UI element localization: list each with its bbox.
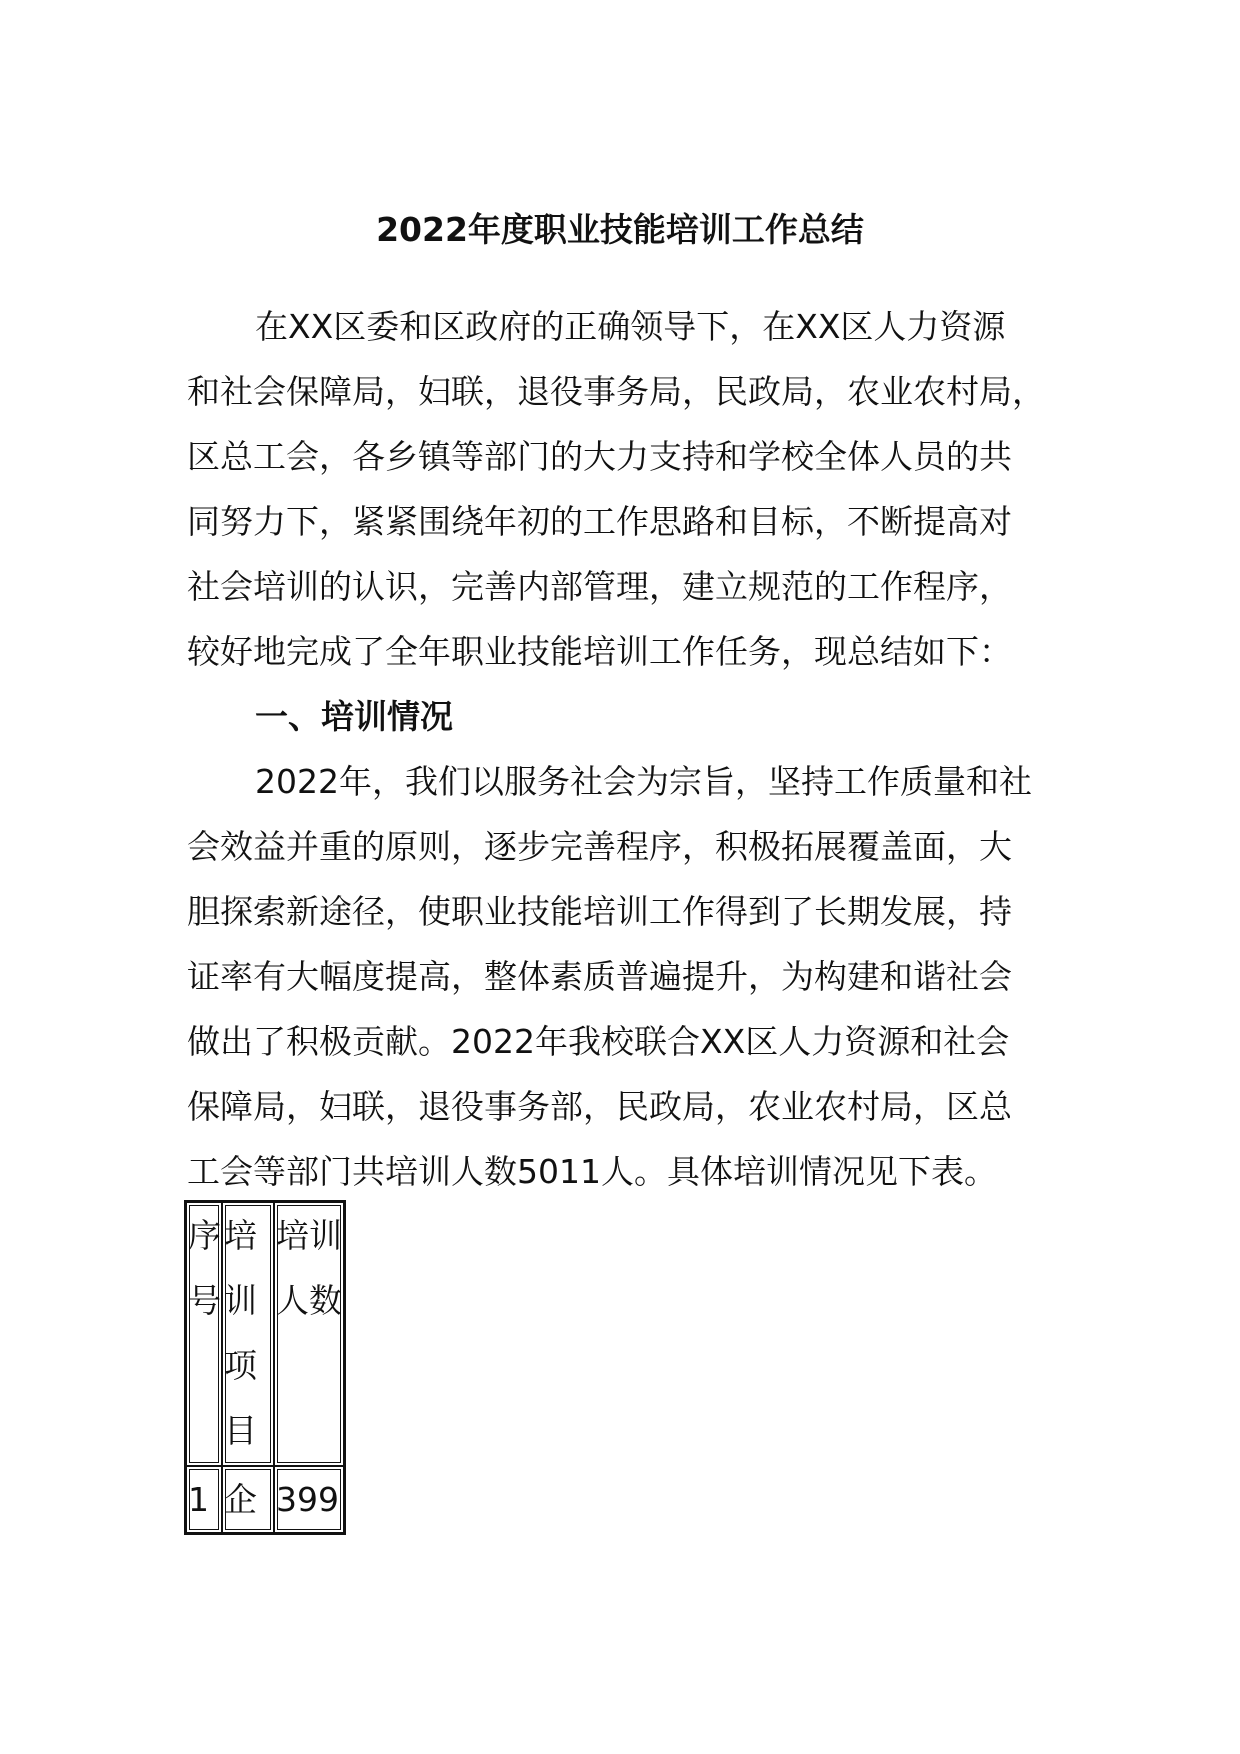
table-header-cell [186, 1202, 222, 1466]
intro-line: 社会培训的认识，完善内部管理，建立规范的工作程序， [187, 567, 1012, 606]
table-cell [222, 1466, 274, 1533]
section-line: 胆探索新途径，使职业技能培训工作得到了长期发展，持 [187, 892, 1012, 931]
intro-line: 同努力下，紧紧围绕年初的工作思路和目标，不断提高对 [187, 502, 1012, 541]
section-line: 保障局，妇联，退役事务部，民政局，农业农村局，区总 [187, 1087, 1012, 1126]
section-line: 2022年，我们以服务社会为宗旨，坚持工作质量和社 [255, 762, 1032, 801]
header-serial: 序号 [188, 1216, 221, 1320]
header-count: 培训人数 [276, 1216, 342, 1320]
table-cell [274, 1466, 344, 1533]
section-paragraph [187, 749, 1057, 1204]
table-header-row [186, 1202, 344, 1466]
document-title: 2022年度职业技能培训工作总结 [376, 210, 864, 249]
table-header-cell [274, 1202, 344, 1466]
training-table [184, 1200, 346, 1535]
table-header-cell [222, 1202, 274, 1466]
cell-serial: 1 [188, 1480, 209, 1519]
section-heading: 一、培训情况 [255, 697, 453, 736]
section-line: 会效益并重的原则，逐步完善程序，积极拓展覆盖面，大 [187, 827, 1012, 866]
cell-project: 企 [224, 1480, 257, 1519]
intro-paragraph [187, 294, 1057, 684]
header-project: 培训项目 [224, 1216, 257, 1450]
cell-count: 399 [276, 1480, 339, 1519]
intro-line: 在XX区委和区政府的正确领导下，在XX区人力资源 [255, 307, 1006, 346]
intro-line: 较好地完成了全年职业技能培训工作任务，现总结如下： [187, 632, 1012, 671]
section-line: 证率有大幅度提高，整体素质普遍提升，为构建和谐社会 [187, 957, 1012, 996]
section-line: 做出了积极贡献。2022年我校联合XX区人力资源和社会 [187, 1022, 1010, 1061]
table-row [186, 1466, 344, 1533]
section-line: 工会等部门共培训人数5011人。具体培训情况见下表。 [187, 1152, 997, 1191]
intro-line: 和社会保障局，妇联，退役事务局，民政局，农业农村局， [187, 372, 1045, 411]
intro-line: 区总工会，各乡镇等部门的大力支持和学校全体人员的共 [187, 437, 1012, 476]
table-cell [186, 1466, 222, 1533]
